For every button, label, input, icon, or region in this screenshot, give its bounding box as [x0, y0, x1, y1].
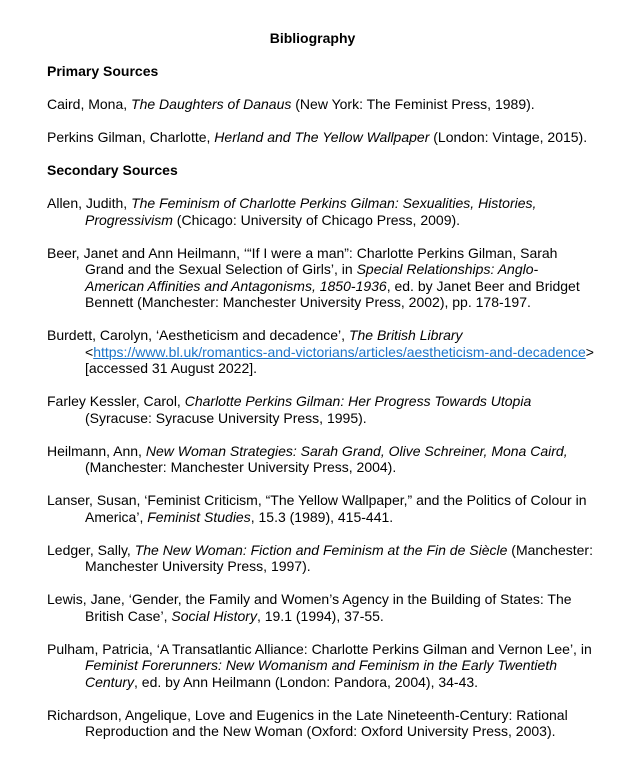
entry-text-run: Lanser, Susan, ‘Feminist Criticism, “The Yellow Wallpaper,” and the Politics of Colour in America’, — [47, 492, 587, 525]
entry-text-run: Farley Kessler, Carol, — [47, 393, 185, 409]
entry-text-run: (Chicago: University of Chicago Press, 2009). — [172, 211, 461, 228]
entry-text-run: , ed. by Ann Heilmann (London: Pandora, 2004), 34-43. — [134, 673, 479, 690]
entry-title-run: Social History — [171, 607, 257, 624]
bibliography-entry — [47, 443, 595, 476]
section-heading-secondary: Secondary Sources — [47, 162, 178, 178]
entry-text-run: (Syracuse: Syracuse University Press, 1995). — [85, 409, 367, 426]
entry-text-run: (Manchester: Manchester University Press, 2004). — [85, 459, 397, 475]
entry-text-run: > [accessed 31 August 2022]. — [85, 343, 594, 376]
bibliography-entry — [47, 129, 595, 146]
entry-title-run: The British Library — [348, 327, 463, 343]
entry-text-run: Richardson, Angelique, Love and Eugenics in the Late Nineteenth-Century: Rational Reproduction and the New Woman (Oxford: Oxford University Press, 2003). — [47, 706, 568, 739]
entry-text-run: Heilmann, Ann, — [47, 442, 146, 459]
entry-text-run: (Manchester: Manchester University Press, 1997). — [85, 541, 593, 574]
bibliography-hyperlink[interactable]: https://www.bl.uk/romantics-and-victorians/articles/aestheticism-and-decadence — [93, 343, 586, 360]
entry-title-run: Feminist Forerunners: New Womanism and Feminism in the Early Twentieth Century — [85, 657, 558, 690]
entry-title-run: Feminist Studies — [147, 508, 251, 525]
entry-text-run: (New York: The Feminist Press, 1989). — [291, 96, 535, 112]
entry-text-run: Ledger, Sally, — [47, 541, 135, 558]
primary-sources-entries — [47, 96, 595, 146]
entry-text-run: < — [85, 343, 94, 360]
secondary-sources-entries — [47, 195, 595, 740]
bibliography-entry — [47, 245, 595, 311]
entry-text-run: Burdett, Carolyn, ‘Aestheticism and decadence’, — [47, 327, 349, 343]
entry-title-run: New Woman Strategies: Sarah Grand, Olive Schreiner, Mona Caird, — [145, 442, 568, 459]
entry-text-run: Caird, Mona, — [47, 96, 132, 112]
entry-title-run: Herland and The Yellow Wallpaper — [214, 129, 430, 145]
bibliography-entry — [47, 492, 595, 525]
bibliography-entry — [47, 393, 595, 426]
section-heading-primary: Primary Sources — [47, 63, 159, 79]
primary-sources-section — [47, 63, 595, 146]
entry-title-run: The Feminism of Charlotte Perkins Gilman: Sexualities, Histories, Progressivism — [85, 195, 537, 228]
entry-text-run: Pulham, Patricia, ‘A Transatlantic Alliance: Charlotte Perkins Gilman and Vernon Lee’, in — [47, 640, 592, 657]
entry-text-run: Lewis, Jane, ‘Gender, the Family and Women’s Agency in the Building of States: The British Case’, — [47, 591, 572, 624]
entry-text-run: , 15.3 (1989), 415-441. — [250, 508, 394, 525]
bibliography-entry — [47, 96, 595, 113]
entry-title-run: The New Woman: Fiction and Feminism at the Fin de Siècle — [134, 541, 508, 558]
bibliography-entry — [47, 591, 595, 624]
page-title: Bibliography — [269, 30, 356, 46]
entry-title-run: Charlotte Perkins Gilman: Her Progress Towards Utopia — [184, 393, 532, 409]
bibliography-entry — [47, 327, 595, 377]
bibliography-entry — [47, 542, 595, 575]
bibliography-entry — [47, 641, 595, 691]
entry-title-run: The Daughters of Danaus — [131, 96, 292, 112]
entry-text-run: Beer, Janet and Ann Heilmann, ‘“If I were a man”: Charlotte Perkins Gilman, Sarah Grand and the Sexual Selection of Girls’, in — [47, 244, 558, 277]
entry-title-run: Special Relationships: Anglo-American Affinities and Antagonisms, 1850-1936 — [85, 261, 539, 294]
entry-text-run: Perkins Gilman, Charlotte, — [47, 129, 215, 145]
entry-text-run: Allen, Judith, — [47, 195, 132, 211]
entry-text-run: , ed. by Janet Beer and Bridget Bennett (Manchester: Manchester University Press, 2002), pp. 178-197. — [85, 277, 580, 310]
entry-text-run: , 19.1 (1994), 37-55. — [256, 607, 384, 624]
entry-text-run: (London: Vintage, 2015). — [429, 129, 588, 145]
bibliography-entry — [47, 195, 595, 228]
bibliography-entry — [47, 707, 595, 740]
secondary-sources-section — [47, 162, 595, 740]
